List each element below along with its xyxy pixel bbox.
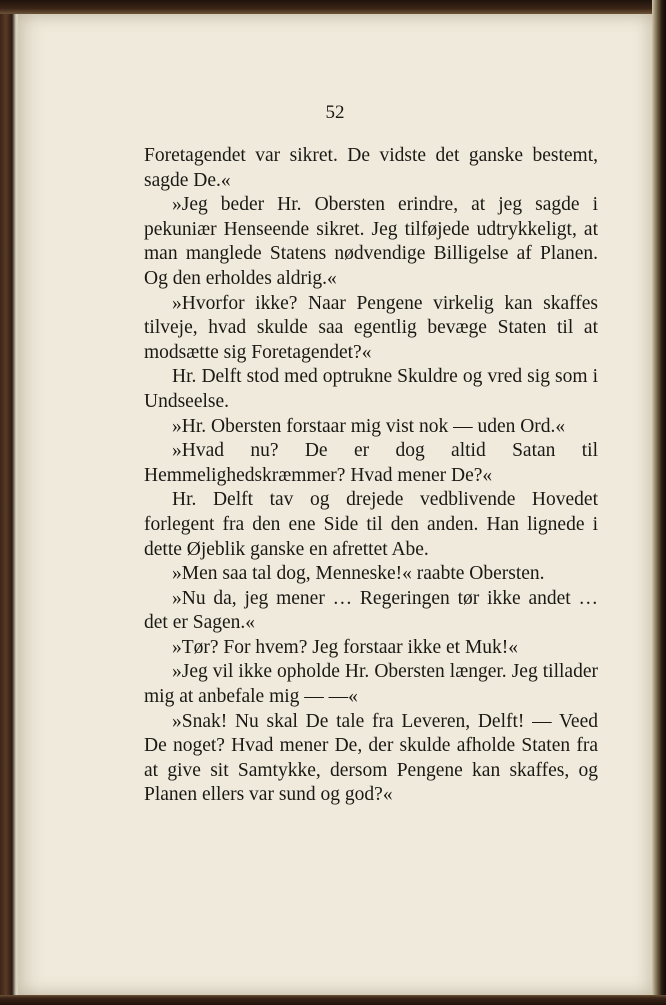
paragraph: Hr. Delft tav og drejede vedblivende Hovedet forlegent fra den ene Side til den anden. Han lignede i dette Øjeblik ganske en afrettet Abe.: [144, 489, 598, 560]
page-paper: [18, 14, 652, 995]
page-number: 52: [325, 102, 345, 123]
paragraph: »Snak! Nu skal De tale fra Leveren, Delft! — Veed De noget? Hvad mener De, der skulde afholde Staten fra at give sit Samtykke, dersom Pengene kan skaffes, og Planen ellers var sund og god?«: [144, 710, 598, 806]
paragraph: »Jeg beder Hr. Obersten erindre, at jeg sagde i pekuniær Henseende sikret. Jeg tilføjede udtrykkeligt, at man manglede Statens nødvendige Billigelse af Planen. Og den erholdes aldrig.«: [144, 194, 598, 289]
book-bottom-edge: [0, 995, 666, 1005]
paragraph: »Tør? For hvem? Jeg forstaar ikke et Muk!«: [172, 636, 519, 658]
paragraph: »Hr. Obersten forstaar mig vist nok — uden Ord.«: [172, 415, 566, 437]
paragraph: »Hvad nu? De er dog altid Satan til Hemmelighedskræmmer? Hvad mener De?«: [144, 440, 598, 486]
paragraph: »Nu da, jeg mener … Regeringen tør ikke andet … det er Sagen.«: [144, 587, 598, 634]
paragraph: »Men saa tal dog, Menneske!« raabte Obersten.: [172, 563, 545, 585]
book-binding-edge: [652, 0, 666, 1005]
paragraph: »Hvorfor ikke? Naar Pengene virkelig kan skaffes tilveje, hvad skulde saa egentlig bevæge Staten til at modsætte sig Foretagendet?«: [144, 292, 598, 363]
paragraph: Foretagendet var sikret. De vidste det ganske bestemt, sagde De.«: [144, 145, 598, 191]
body-text: [144, 144, 598, 808]
paragraph: Hr. Delft stod med optrukne Skuldre og vred sig som i Undseelse.: [144, 366, 598, 412]
book-top-edge: [0, 0, 666, 14]
paragraph: »Jeg vil ikke opholde Hr. Obersten længer. Jeg tillader mig at anbefale mig — —«: [144, 661, 598, 708]
